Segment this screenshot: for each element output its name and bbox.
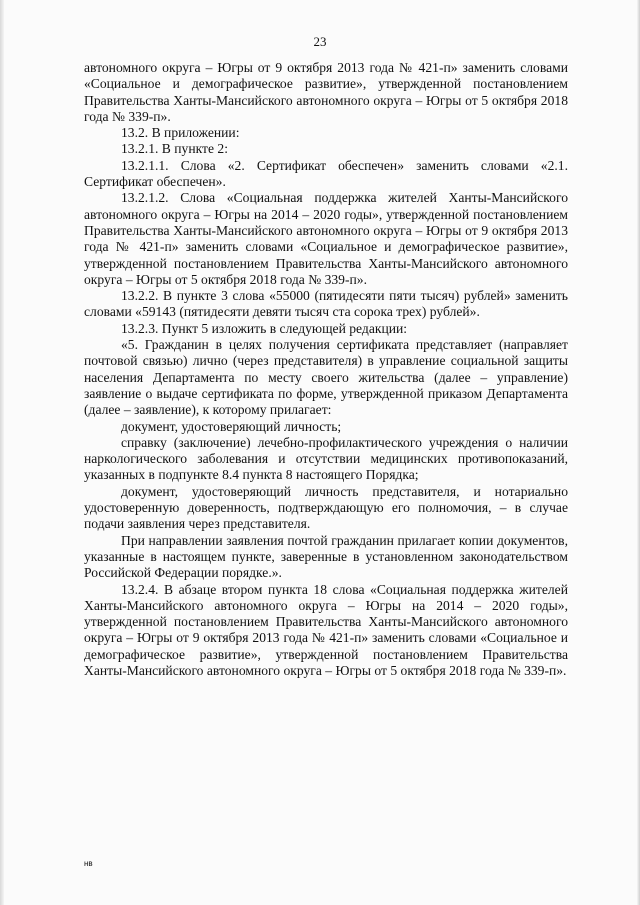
paragraph-postal-application: При направлении заявления почтой гражданин прилагает копии документов, указанные в настоящем пункте, заверенные в установленном законодательством Российской Федерации порядке.». [84,532,568,581]
paragraph-13-2-1-1: 13.2.1.1. Слова «2. Сертификат обеспечен» заменить словами «2.1. Сертификат обеспечен». [84,157,568,190]
paragraph-13-2-1: 13.2.1. В пункте 2: [121,141,228,157]
paragraph-continuation: автономного округа – Югры от 9 октября 2013 года № 421-п» заменить словами «Социальное и демографическое развитие», утвержденной постановлением Правительства Ханты-Мансийского автономного округа – Югры от 5 октября 2018 года № 339-п». [84,60,568,124]
paragraph-point-5: «5. Гражданин в целях получения сертификата представляет (направляет почтовой связью) лично (через представителя) в управление социальной защиты населения Департамента по месту своего жительства (далее – управление) заявление о выдаче сертификата по форме, утвержденной приказом Департамента (далее – заявление), к которому прилагает: [84,337,568,418]
list-item-representative-documents: документ, удостоверяющий личность представителя, и нотариально удостоверенную доверенность, подтверждающую его полномочия, – в случае подачи заявления через представителя. [84,483,568,532]
list-item-medical-certificate: справку (заключение) лечебно-профилактического учреждения о наличии наркологического заболевания и отсутствии медицинских противопоказаний, указанных в подпункте 8.4 пункта 8 настоящего Порядка; [84,434,568,483]
paragraph-13-2-4: 13.2.4. В абзаце втором пункта 18 слова «Социальная поддержка жителей Ханты-Мансийского автономного округа – Югры на 2014 – 2020 годы», утвержденной постановлением Правительства Ханты-Мансийского автономного округа – Югры от 9 октября 2013 года № 421-п» заменить словами «Социальное и демографическое развитие», утвержденной постановлением Правительства Ханты-Мансийского автономного округа – Югры от 5 октября 2018 года № 339-п». [84,581,568,678]
footer-initials: нв [84,859,93,868]
paragraph-13-2: 13.2. В приложении: [121,125,240,141]
document-body [84,60,568,679]
list-item-identity-document: документ, удостоверяющий личность; [121,418,342,434]
page-number: 23 [313,34,327,49]
paragraph-13-2-1-2: 13.2.1.2. Слова «Социальная поддержка жителей Ханты-Мансийского автономного округа – Югры на 2014 – 2020 годы», утвержденной постановлением Правительства Ханты-Мансийского автономного округа – Югры от 9 октября 2013 года № 421-п» заменить словами «Социальное и демографическое развитие», утвержденной постановлением Правительства Ханты-Мансийского автономного округа – Югры от 5 октября 2018 года № 339-п». [84,190,568,287]
paragraph-13-2-2: 13.2.2. В пункте 3 слова «55000 (пятидесяти пяти тысяч) рублей» заменить словами «59143 (пятидесяти девяти тысяч ста сорока трех) рублей». [84,288,568,320]
paragraph-13-2-3: 13.2.3. Пункт 5 изложить в следующей редакции: [121,320,408,336]
scan-edge-left [0,0,4,905]
